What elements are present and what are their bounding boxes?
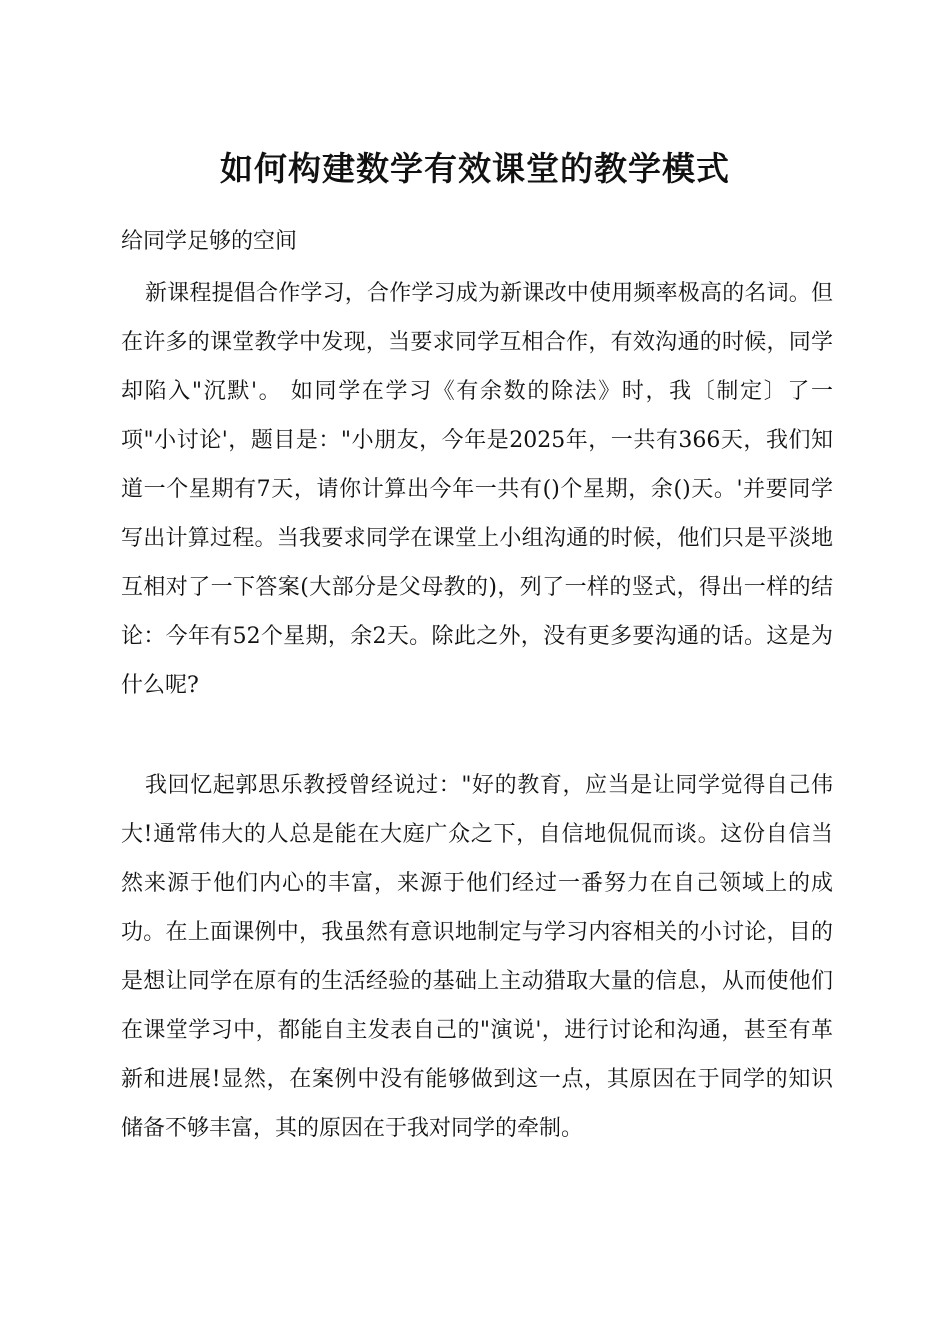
- paragraph-1: 新课程提倡合作学习，合作学习成为新课改中使用频率极高的名词。但在许多的课堂教学中发现，当要求同学互相合作，有效沟通的时候，同学却陷入"沉默'。 如同学在学习《有余数的除法》时，我〔制定〕了一项"小讨论'，题目是："小朋友，今年是2025年，一共有366天，我们知道一个星期有7天，请你计算出今年一共有()个星期，余()天。'并要同学写出计算过程。当我要求同学在课堂上小组沟通的时候，他们只是平淡地互相对了一下答案(大部分是父母教的)，列了一样的竖式，得出一样的结论：今年有52个星期，余2天。除此之外，没有更多要沟通的话。这是为什么呢?: [121, 281, 833, 698]
- document-title: 如何构建数学有效课堂的教学模式: [220, 149, 730, 188]
- paragraph-2: 我回忆起郭思乐教授曾经说过："好的教育，应当是让同学觉得自己伟大!通常伟大的人总是能在大庭广众之下，自信地侃侃而谈。这份自信当然来源于他们内心的丰富，来源于他们经过一番努力在自己领域上的成功。在上面课例中，我虽然有意识地制定与学习内容相关的小讨论，目的是想让同学在原有的生活经验的基础上主动猎取大量的信息，从而使他们在课堂学习中，都能自主发表自己的"演说'，进行讨论和沟通，甚至有革新和进展!显然，在案例中没有能够做到这一点，其原因在于同学的知识储备不够丰富，其的原因在于我对同学的牵制。: [121, 773, 833, 1141]
- section-heading: 给同学足够的空间: [121, 229, 298, 254]
